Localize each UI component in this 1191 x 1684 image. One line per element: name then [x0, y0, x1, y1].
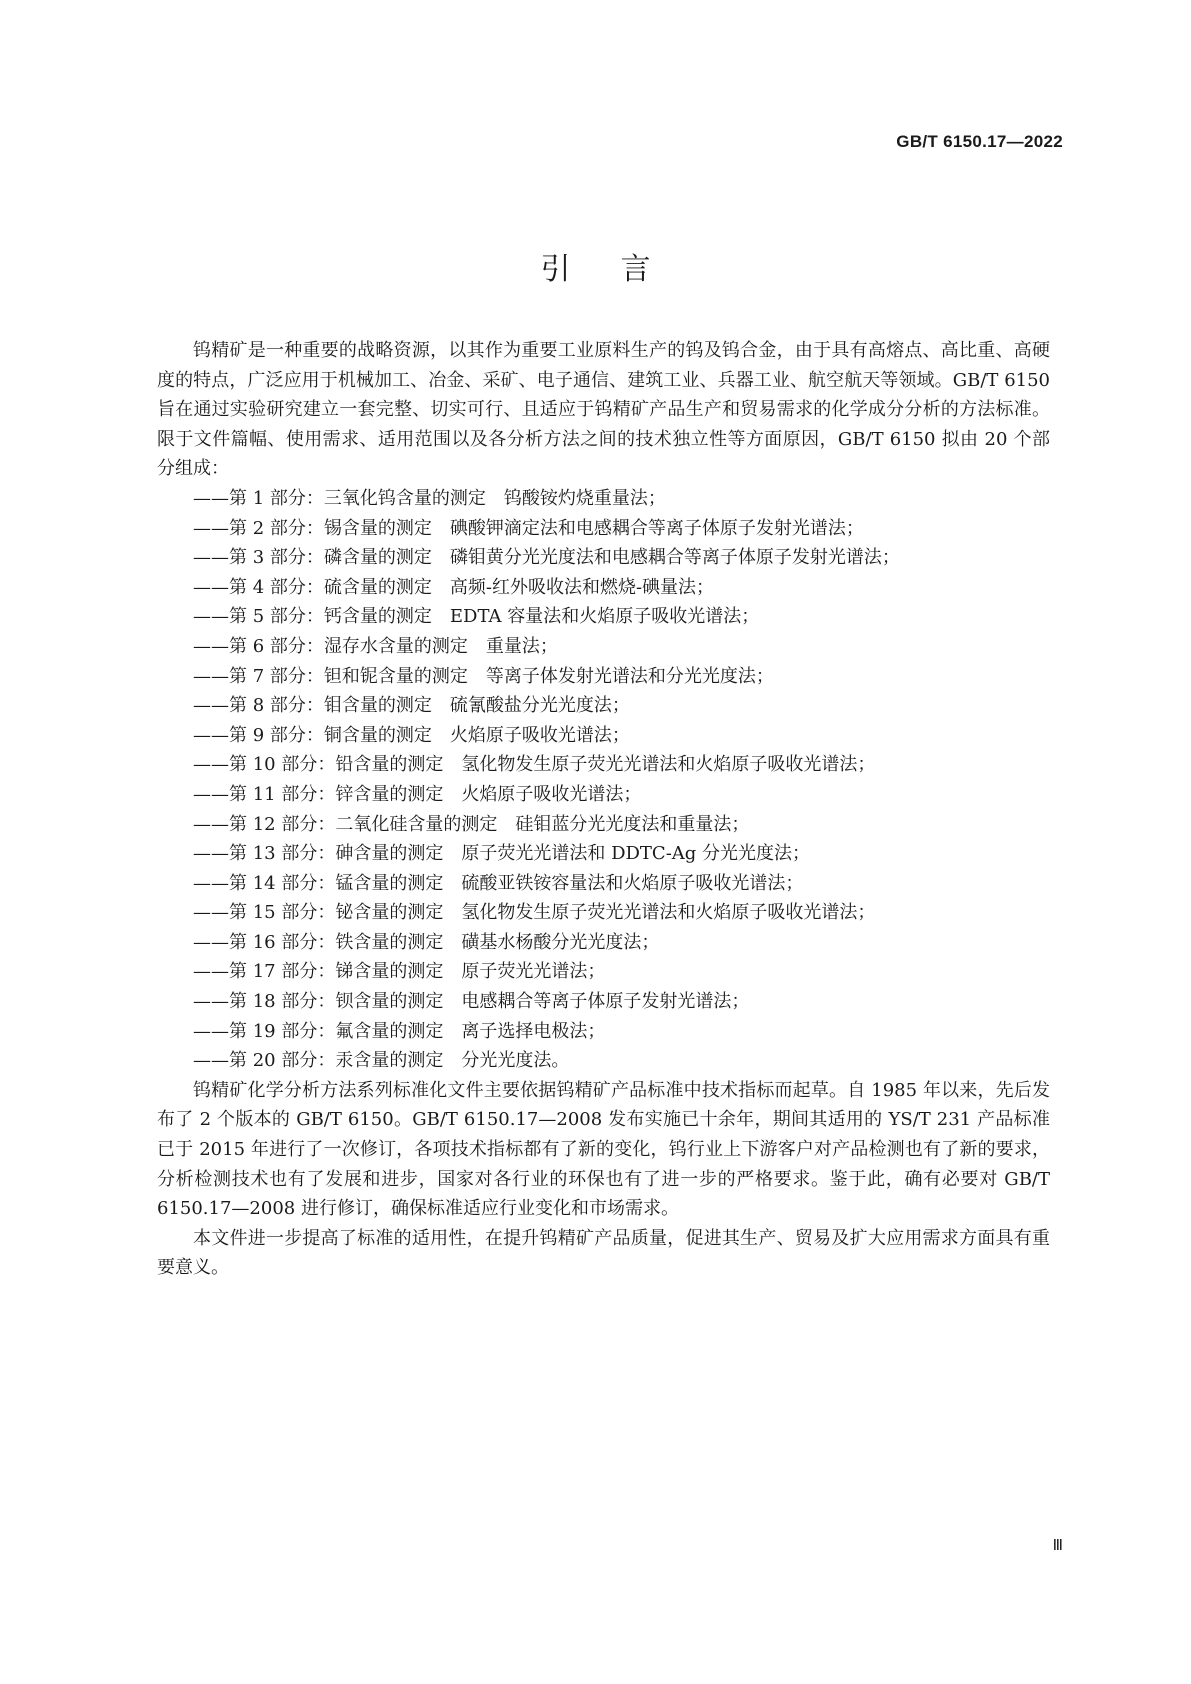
- introduction-body: [157, 336, 1050, 1283]
- standard-code: GB/T 6150.17—2022: [896, 132, 1063, 151]
- list-item: ——第 17 部分：锑含量的测定 原子荧光光谱法；: [193, 961, 606, 983]
- list-item: ——第 10 部分：铅含量的测定 氢化物发生原子荧光光谱法和火焰原子吸收光谱法；: [193, 754, 876, 776]
- list-item: ——第 6 部分：湿存水含量的测定 重量法；: [193, 635, 558, 657]
- list-item: ——第 5 部分：钙含量的测定 EDTA 容量法和火焰原子吸收光谱法；: [193, 606, 760, 628]
- list-item: ——第 19 部分：氟含量的测定 离子选择电极法；: [193, 1020, 606, 1042]
- list-item: ——第 2 部分：锡含量的测定 碘酸钾滴定法和电感耦合等离子体原子发射光谱法；: [193, 517, 864, 539]
- list-item: ——第 13 部分：砷含量的测定 原子荧光光谱法和 DDTC-Ag 分光光度法；: [193, 843, 811, 865]
- list-item: ——第 12 部分：二氧化硅含量的测定 硅钼蓝分光光度法和重量法；: [193, 813, 750, 835]
- list-item: ——第 15 部分：铋含量的测定 氢化物发生原子荧光光谱法和火焰原子吸收光谱法；: [193, 902, 876, 924]
- list-item: ——第 11 部分：锌含量的测定 火焰原子吸收光谱法；: [193, 783, 642, 805]
- list-item: ——第 18 部分：钡含量的测定 电感耦合等离子体原子发射光谱法；: [193, 991, 750, 1013]
- significance-paragraph: 本文件进一步提高了标准的适用性，在提升钨精矿产品质量，促进其生产、贸易及扩大应用需求方面具有重要意义。: [157, 1227, 1050, 1279]
- list-item: ——第 14 部分：锰含量的测定 硫酸亚铁铵容量法和火焰原子吸收光谱法；: [193, 872, 804, 894]
- parts-list: [157, 484, 1050, 1076]
- intro-paragraph: 钨精矿是一种重要的战略资源，以其作为重要工业原料生产的钨及钨合金，由于具有高熔点、高比重、高硬度的特点，广泛应用于机械加工、冶金、采矿、电子通信、建筑工业、兵器工业、航空航天等领域。GB/T 6150 旨在通过实验研究建立一套完整、切实可行、且适应于钨精矿产品生产和贸易需求的化学成分分析的方法标准。限于文件篇幅、使用需求、适用范围以及各分析方法之间的技术独立性等方面原因，GB/T 6150 拟由 20 个部分组成：: [157, 340, 1050, 480]
- list-item: ——第 7 部分：钽和铌含量的测定 等离子体发射光谱法和分光光度法；: [193, 665, 774, 687]
- page-number: Ⅲ: [1052, 1538, 1063, 1554]
- revision-background-paragraph: 钨精矿化学分析方法系列标准化文件主要依据钨精矿产品标准中技术指标而起草。自 1985 年以来，先后发布了 2 个版本的 GB/T 6150。GB/T 6150.17—2008 发布实施已十余年，期间其适用的 YS/T 231 产品标准已于 2015 年进行了一次修订，各项技术指标都有了新的变化，钨行业上下游客户对产品检测也有了新的要求，分析检测技术也有了发展和进步，国家对各行业的环保也有了进一步的严格要求。鉴于此，确有必要对 GB/T 6150.17—2008 进行修订，确保标准适应行业变化和市场需求。: [157, 1079, 1050, 1220]
- page-title: 引言: [540, 252, 701, 287]
- list-item: ——第 8 部分：钼含量的测定 硫氰酸盐分光光度法；: [193, 695, 630, 717]
- list-item: ——第 9 部分：铜含量的测定 火焰原子吸收光谱法；: [193, 724, 630, 746]
- list-item: ——第 16 部分：铁含量的测定 磺基水杨酸分光光度法；: [193, 931, 660, 953]
- list-item: ——第 1 部分：三氧化钨含量的测定 钨酸铵灼烧重量法；: [193, 487, 666, 509]
- list-item: ——第 4 部分：硫含量的测定 高频-红外吸收法和燃烧-碘量法；: [193, 576, 715, 598]
- list-item: ——第 3 部分：磷含量的测定 磷钼黄分光光度法和电感耦合等离子体原子发射光谱法；: [193, 547, 900, 569]
- list-item: ——第 20 部分：汞含量的测定 分光光度法。: [193, 1050, 570, 1072]
